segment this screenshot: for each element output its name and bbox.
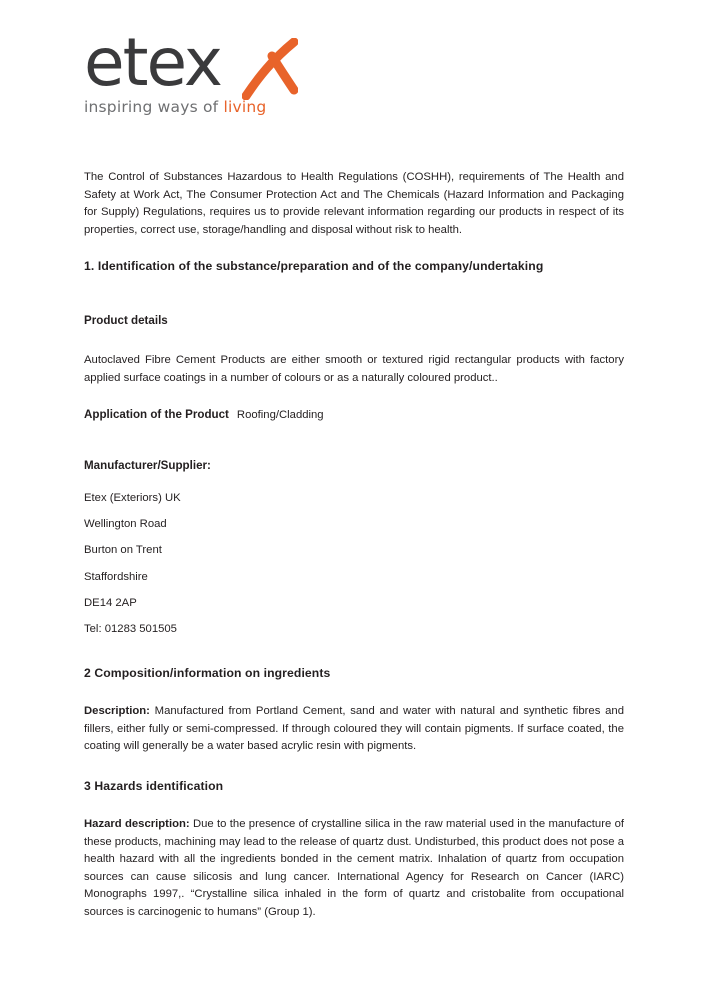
hazard-label: Hazard description:	[84, 818, 190, 831]
address-line: Burton on Trent	[84, 544, 162, 557]
composition-paragraph	[84, 703, 624, 756]
product-details-heading: Product details	[84, 314, 168, 327]
description-label: Description:	[84, 705, 150, 718]
etex-logo	[84, 24, 384, 130]
address-line: Etex (Exteriors) UK	[84, 492, 181, 504]
product-details-text: Autoclaved Fibre Cement Products are either smooth or textured rigid rectangular products with factory applied surface coatings in a number of colours or as a naturally coloured product..	[84, 354, 624, 384]
application-of-product	[84, 406, 324, 424]
logo-tagline-accent: living	[223, 98, 267, 116]
intro-paragraph: The Control of Substances Hazardous to Health Regulations (COSHH), requirements of The Health and Safety at Work Act, The Consumer Protection Act and The Chemicals (Hazard Information and Packaging for Supply) Regulations, requires us to provide relevant information regarding our products in respect of its properties, correct use, storage/handling and disposal without risk to health.	[84, 171, 624, 236]
manufacturer-address	[84, 485, 484, 642]
hazard-paragraph	[84, 816, 624, 921]
address-telephone: Tel: 01283 501505	[84, 623, 177, 636]
logo-tagline-prefix: inspiring ways of	[84, 98, 224, 116]
hazard-text: Due to the presence of crystalline silica in the raw material used in the manufacture of these products, machining may lead to the release of quartz dust. Undisturbed, this product does not pose a health hazard with all the ingredients bonded in the cement matrix. Inhalation of quartz from occupation sources can cause silicosis and lung cancer. International Agency for Research on Cancer (IARC) Monographs 1997,. “Crystalline silica inhaled in the form of quartz and cristobalite from occupational sources is carcinogenic to humans” (Group 1).	[84, 818, 624, 918]
address-line: DE14 2AP	[84, 596, 137, 609]
section-3-heading: 3 Hazards identification	[84, 779, 224, 793]
application-value: Roofing/Cladding	[236, 409, 324, 421]
application-label: Application of the Product	[84, 408, 229, 421]
logo-swoosh-icon	[242, 38, 298, 100]
manufacturer-heading: Manufacturer/Supplier:	[84, 459, 211, 472]
address-line: Wellington Road	[84, 518, 167, 531]
logo-wordmark: etex	[84, 24, 221, 101]
section-2-heading: 2 Composition/information on ingredients	[84, 666, 331, 680]
description-text: Manufactured from Portland Cement, sand and water with natural and synthetic fibres and fillers, either fully or semi-compressed. If through coloured they will contain pigments. If surface coated, the coating will generally be a water based acrylic resin with pigments.	[84, 705, 624, 753]
section-1-heading: 1. Identification of the substance/preparation and of the company/undertaking	[84, 259, 544, 273]
address-line: Staffordshire	[84, 570, 148, 583]
